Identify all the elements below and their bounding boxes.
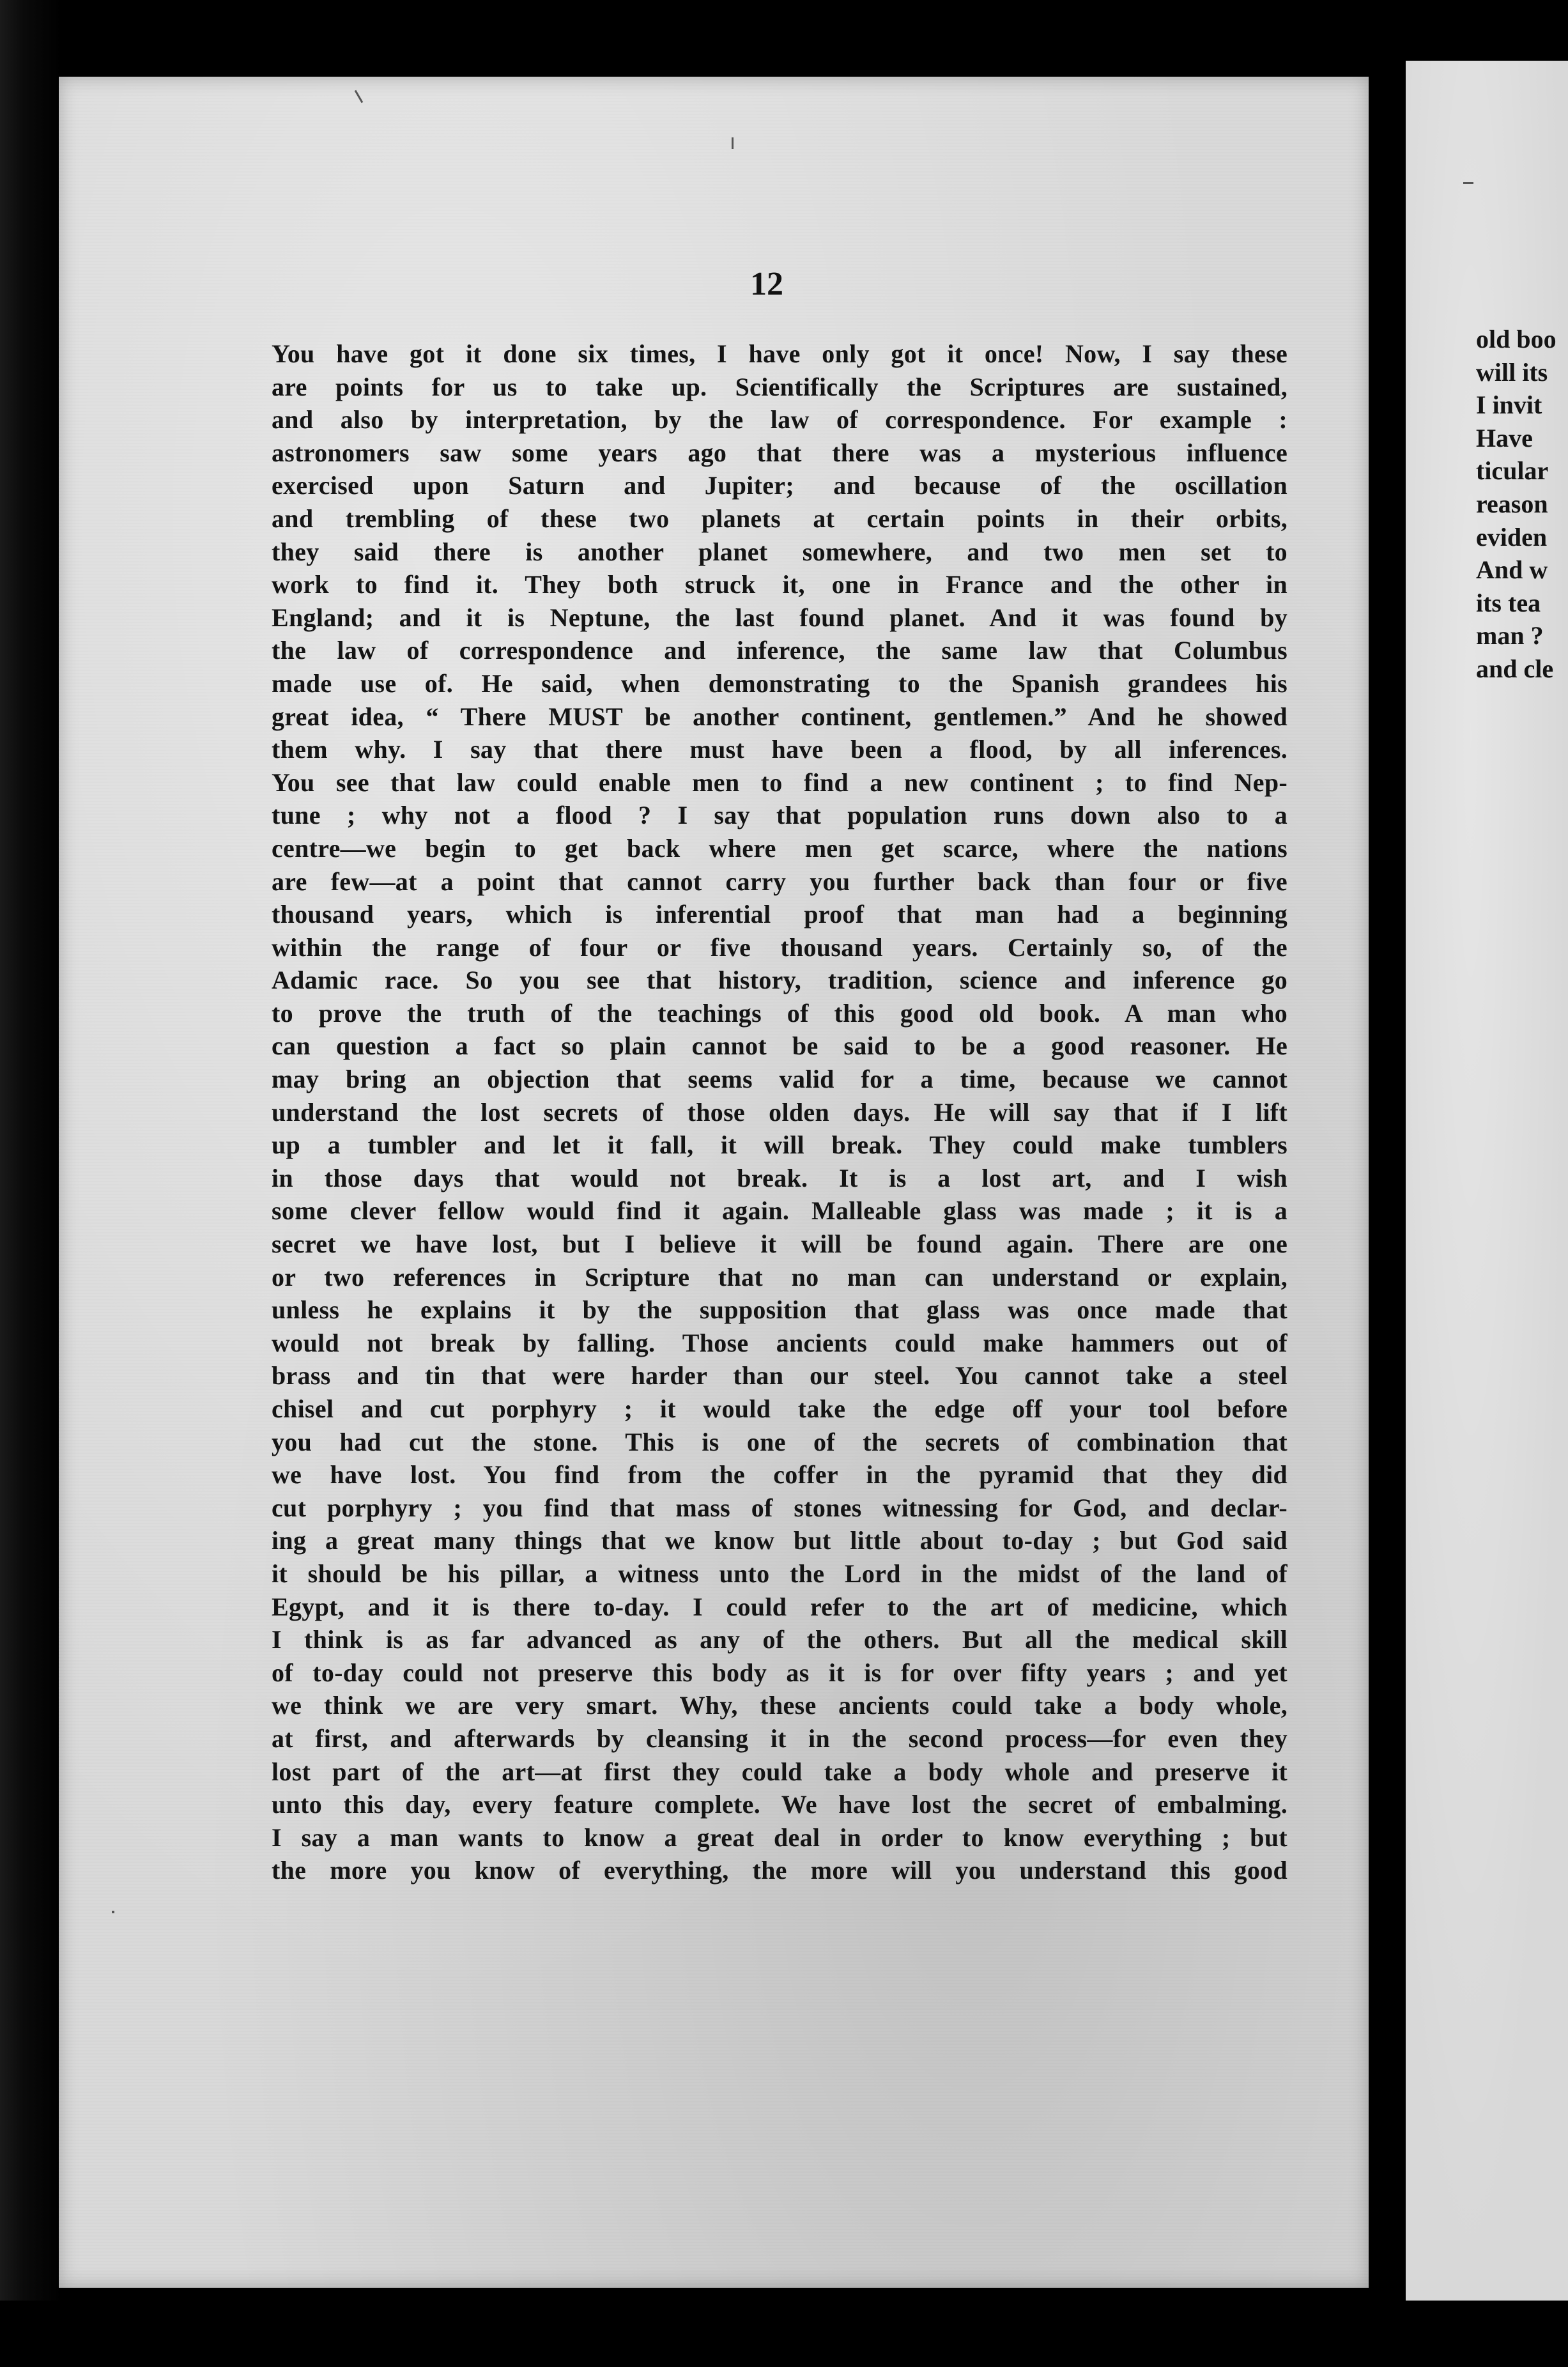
- text-line: thousand years, which is inferential proof that man had a beginning: [272, 900, 1287, 929]
- text-line: within the range of four or five thousand years. Certainly so, of the: [272, 932, 1287, 962]
- text-line: ing a great many things that we know but little about to-day ; but God said: [272, 1526, 1287, 1555]
- text-line: made use of. He said, when demonstrating to the Spanish grandees his: [272, 668, 1287, 698]
- text-line: may bring an objection that seems valid for a time, because we cannot: [272, 1065, 1287, 1094]
- text-line: tune ; why not a flood ? I say that population runs down also to a: [272, 801, 1287, 830]
- right-text-line: its tea: [1476, 588, 1541, 617]
- text-line: some clever fellow would find it again. Malleable glass was made ; it is a: [272, 1196, 1287, 1226]
- text-line: and also by interpretation, by the law of correspondence. For example :: [272, 405, 1287, 435]
- text-line: cut porphyry ; you find that mass of stones witnessing for God, and declar-: [272, 1493, 1287, 1522]
- text-line: the more you know of everything, the more will you understand this good: [272, 1856, 1287, 1885]
- right-text-line: man ?: [1476, 621, 1544, 651]
- text-line: exercised upon Saturn and Jupiter; and because of the oscillation: [272, 471, 1287, 500]
- text-line: lost part of the art—at first they could take a body whole and preserve it: [272, 1757, 1287, 1786]
- text-line: up a tumbler and let it fall, it will break. They could make tumblers: [272, 1130, 1287, 1160]
- text-line: we think we are very smart. Why, these ancients could take a body whole,: [272, 1691, 1287, 1720]
- right-text-line: Have: [1476, 423, 1533, 452]
- left-binding-edge: [0, 0, 61, 2367]
- scan-speck: [1463, 182, 1473, 184]
- text-line: of to-day could not preserve this body as it is for over fifty years ; and yet: [272, 1658, 1287, 1687]
- text-line: are few—at a point that cannot carry you further back than four or five: [272, 867, 1287, 896]
- scan-speck: [732, 137, 734, 149]
- text-line: it should be his pillar, a witness unto the Lord in the midst of the land of: [272, 1559, 1287, 1588]
- right-text-line: ticular: [1476, 456, 1549, 486]
- page-gutter: [1374, 58, 1409, 2307]
- text-line: brass and tin that were harder than our steel. You cannot take a steel: [272, 1361, 1287, 1391]
- text-line: chisel and cut porphyry ; it would take the edge off your tool before: [272, 1394, 1287, 1423]
- text-line: would not break by falling. Those ancients could make hammers out of: [272, 1328, 1287, 1357]
- text-line: You have got it done six times, I have only got it once! Now, I say these: [272, 339, 1287, 368]
- scan-speck: [112, 1911, 114, 1913]
- text-line: the law of correspondence and inference, the same law that Columbus: [272, 636, 1287, 665]
- text-line: secret we have lost, but I believe it will be found again. There are one: [272, 1230, 1287, 1259]
- text-line: work to find it. They both struck it, one in France and the other in: [272, 570, 1287, 599]
- text-line: we have lost. You find from the coffer in the pyramid that they did: [272, 1460, 1287, 1490]
- text-line: or two references in Scripture that no man can understand or explain,: [272, 1262, 1287, 1291]
- text-line: you had cut the stone. This is one of the secrets of combination that: [272, 1427, 1287, 1456]
- right-text-line: reason: [1476, 489, 1548, 518]
- right-page-text: [1476, 323, 1568, 686]
- text-line: are points for us to take up. Scientifically the Scriptures are sustained,: [272, 372, 1287, 401]
- text-line: unless he explains it by the supposition that glass was once made that: [272, 1295, 1287, 1325]
- text-line: great idea, “ There MUST be another continent, gentlemen.” And he showed: [272, 702, 1287, 731]
- text-line: Egypt, and it is there to-day. I could refer to the art of medicine, which: [272, 1592, 1287, 1621]
- text-line: at first, and afterwards by cleansing it in the second process—for even they: [272, 1723, 1287, 1753]
- text-line: You see that law could enable men to find a new continent ; to find Nep-: [272, 767, 1287, 797]
- text-line: them why. I say that there must have been a flood, by all inferences.: [272, 735, 1287, 764]
- text-line: to prove the truth of the teachings of this good old book. A man who: [272, 998, 1287, 1028]
- bottom-edge: [0, 2301, 1568, 2367]
- text-line: unto this day, every feature complete. We have lost the secret of embalming.: [272, 1790, 1287, 1819]
- right-text-line: And w: [1476, 555, 1548, 585]
- text-line: can question a fact so plain cannot be said to be a good reasoner. He: [272, 1031, 1287, 1061]
- right-text-line: and cle: [1476, 654, 1554, 683]
- text-line: understand the lost secrets of those olden days. He will say that if I lift: [272, 1097, 1287, 1127]
- text-line: astronomers saw some years ago that there was a mysterious influence: [272, 438, 1287, 467]
- right-text-line: eviden: [1476, 522, 1548, 551]
- right-page-fragment: [1406, 61, 1568, 2310]
- text-line: Adamic race. So you see that history, tradition, science and inference go: [272, 966, 1287, 995]
- page-number: 12: [750, 266, 783, 302]
- text-line: and trembling of these two planets at certain points in their orbits,: [272, 504, 1287, 533]
- right-text-line: will its: [1476, 357, 1548, 387]
- right-text-line: old boo: [1476, 325, 1556, 353]
- text-line: I say a man wants to know a great deal in order to know everything ; but: [272, 1823, 1287, 1852]
- body-text: [272, 337, 1287, 1887]
- right-text-line: I invit: [1476, 390, 1542, 420]
- text-line: in those days that would not break. It is a lost art, and I wish: [272, 1163, 1287, 1192]
- text-line: I think is as far advanced as any of the others. But all the medical skill: [272, 1625, 1287, 1654]
- text-line: centre—we begin to get back where men get scarce, where the nations: [272, 833, 1287, 863]
- text-line: England; and it is Neptune, the last found planet. And it was found by: [272, 603, 1287, 632]
- text-line: they said there is another planet somewhere, and two men set to: [272, 537, 1287, 566]
